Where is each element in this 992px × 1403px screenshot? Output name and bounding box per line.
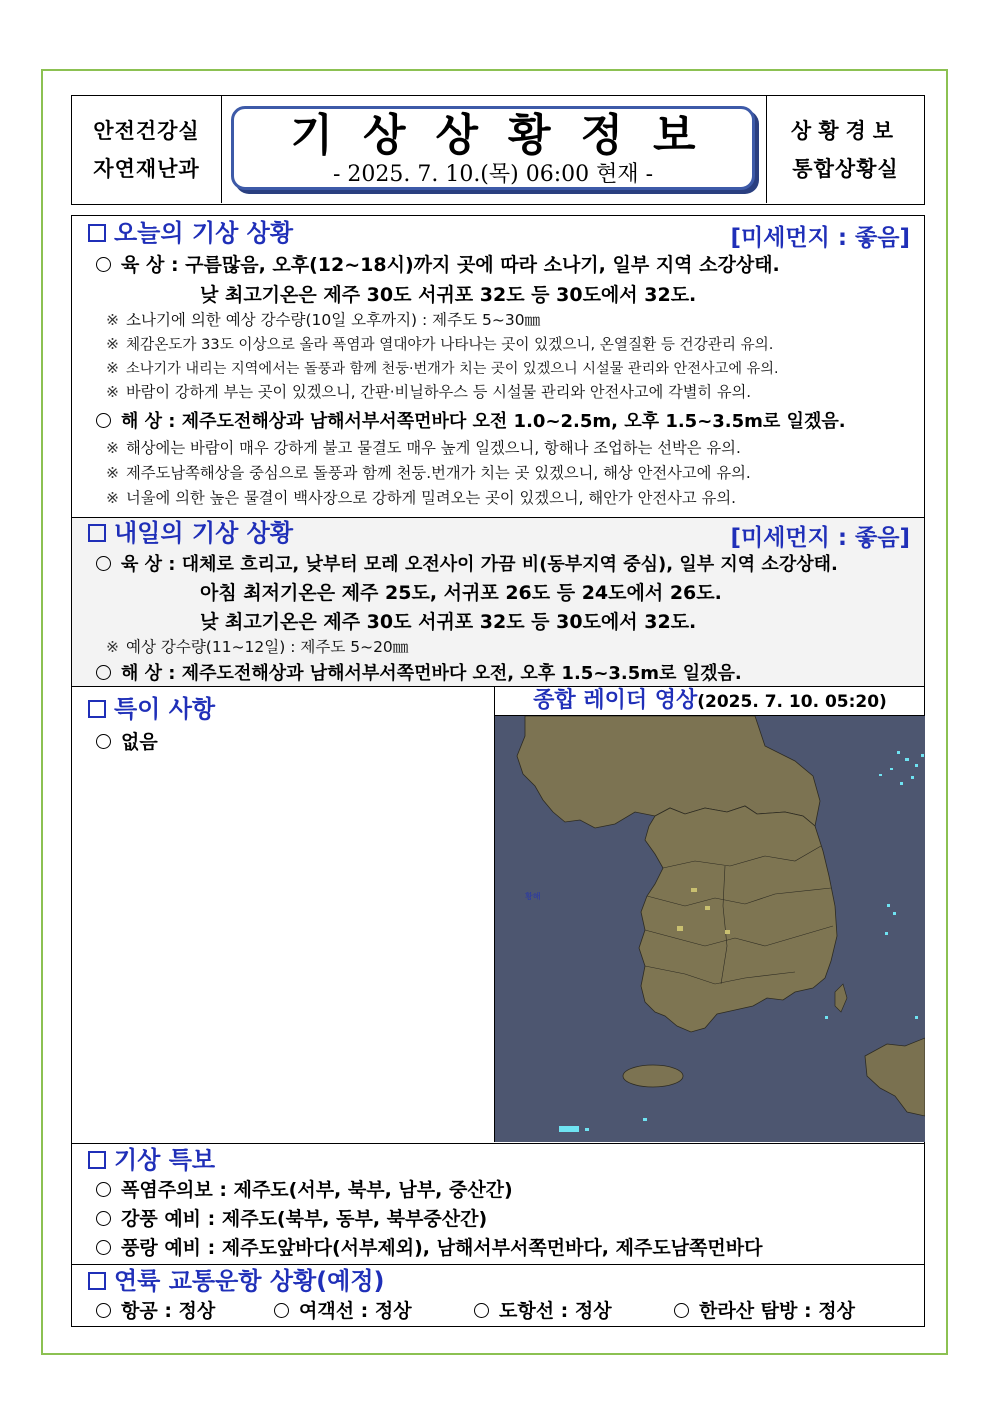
tomorrow-sea-text: 해 상 : 제주도전해상과 남해서부서쪽먼바다 오전, 오후 1.5~3.5m로 일겠음. (121, 663, 742, 684)
tomorrow-land-text: 육 상 : 대체로 흐리고, 낮부터 모레 오전사이 가끔 비(동부지역 중심), 일부 지역 소강상태. (121, 554, 838, 575)
circle-bullet-icon (96, 257, 111, 272)
document-title: 기상상황정보 (290, 110, 726, 161)
asterisk-icon: ※ (106, 439, 119, 457)
traffic-item-air (96, 1299, 215, 1323)
today-sea-note-text: 해상에는 바람이 매우 강하게 불고 물결도 매우 높게 일겠으니, 항해나 조업하는 선박은 유의. (126, 439, 741, 457)
checkbox-icon (88, 1151, 106, 1169)
department-cell (72, 96, 222, 203)
warning-item (96, 1236, 762, 1260)
special-item-text: 없음 (121, 731, 158, 753)
today-note (106, 309, 540, 331)
radar-map-svg (495, 716, 925, 1142)
today-sea-note-text: 너울에 의한 높은 물결이 백사장으로 강하게 밀려오는 곳이 있겠으니, 해안가 안전사고 유의. (126, 489, 736, 507)
traffic-heading (88, 1267, 385, 1295)
circle-bullet-icon (674, 1303, 689, 1318)
today-note-text: 소나기가 내리는 지역에서는 돌풍과 함께 천둥·번개가 치는 곳이 있겠으니 시설물 관리와 안전사고에 유의. (126, 361, 779, 377)
tomorrow-note (106, 636, 408, 658)
today-note (106, 357, 778, 380)
checkbox-icon (88, 224, 106, 242)
today-heading-text: 오늘의 기상 상황 (114, 219, 293, 247)
warning-heading (88, 1146, 215, 1174)
circle-bullet-icon (96, 1303, 111, 1318)
today-heading (88, 219, 293, 247)
department-line1: 안전건강실 (93, 118, 200, 143)
special-notes-section (71, 686, 925, 1144)
tomorrow-dust-status: [미세먼지 : 좋음] (730, 525, 910, 551)
today-note (106, 381, 751, 403)
warning-heading-text: 기상 특보 (114, 1146, 216, 1174)
radar-title-text: 종합 레이더 영상 (533, 688, 698, 713)
circle-bullet-icon (96, 1211, 111, 1226)
traffic-status-section (71, 1264, 925, 1327)
traffic-item-island-ferry (474, 1299, 612, 1323)
warning-item (96, 1207, 487, 1231)
today-sea-note (106, 462, 751, 484)
checkbox-icon (88, 700, 106, 718)
warning-item-text: 강풍 예비 : 제주도(북부, 동부, 북부중산간) (121, 1208, 488, 1230)
asterisk-icon: ※ (106, 359, 119, 377)
asterisk-icon: ※ (106, 335, 119, 353)
today-note (106, 333, 773, 356)
document-header (71, 95, 925, 205)
tomorrow-land-max: 낮 최고기온은 제주 30도 서귀포 32도 등 30도에서 32도. (200, 611, 697, 633)
circle-bullet-icon (274, 1303, 289, 1318)
circle-bullet-icon (96, 1182, 111, 1197)
today-sea-text: 해 상 : 제주도전해상과 남해서부서쪽먼바다 오전 1.0~2.5m, 오후 1.5~3.5m로 일겠음. (121, 411, 846, 432)
traffic-item-hallasan (674, 1299, 855, 1323)
circle-bullet-icon (96, 1240, 111, 1255)
circle-bullet-icon (96, 556, 111, 571)
traffic-item-text: 한라산 탐방 : 정상 (699, 1300, 855, 1322)
asterisk-icon: ※ (106, 464, 119, 482)
radar-image[interactable] (495, 716, 925, 1142)
office-line1: 상황경보 (790, 118, 901, 143)
department-line2: 자연재난과 (93, 156, 200, 181)
asterisk-icon: ※ (106, 311, 119, 329)
tomorrow-sea-line (96, 661, 742, 686)
today-sea-note (106, 437, 741, 459)
special-item (96, 730, 158, 754)
asterisk-icon: ※ (106, 638, 119, 656)
today-dust-status: [미세먼지 : 좋음] (730, 225, 910, 251)
tomorrow-heading-text: 내일의 기상 상황 (114, 519, 293, 547)
warning-item (96, 1178, 513, 1202)
tomorrow-heading (88, 519, 293, 547)
today-note-text: 소나기에 의한 예상 강수량(10일 오후까지) : 제주도 5~30㎜ (126, 311, 541, 329)
today-sea-note-text: 제주도남쪽해상을 중심으로 돌풍과 함께 천둥.번개가 치는 곳 있겠으니, 해상 안전사고에 유의. (126, 464, 751, 482)
tomorrow-note-text: 예상 강수량(11~12일) : 제주도 5~20㎜ (126, 638, 409, 656)
asterisk-icon: ※ (106, 489, 119, 507)
today-land-line (96, 253, 780, 277)
radar-land-jeju (623, 1065, 683, 1087)
today-sea-line (96, 409, 846, 434)
today-land-text: 육 상 : 구름많음, 오후(12~18시)까지 곳에 따라 소나기, 일부 지역 소강상태. (121, 254, 780, 276)
title-box (231, 106, 755, 190)
today-land-temp: 낮 최고기온은 제주 30도 서귀포 32도 등 30도에서 32도. (200, 284, 697, 306)
today-note-text: 체감온도가 33도 이상으로 올라 폭염과 열대야가 나타나는 곳이 있겠으니, 온열질환 등 건강관리 유의. (126, 336, 774, 353)
today-note-text: 바람이 강하게 부는 곳이 있겠으니, 간판·비닐하우스 등 시설물 관리와 안전사고에 각별히 유의. (126, 383, 752, 401)
asterisk-icon: ※ (106, 383, 119, 401)
office-cell (766, 96, 924, 203)
radar-panel (494, 687, 924, 1142)
weather-warning-section (71, 1143, 925, 1265)
traffic-heading-text: 연륙 교통운항 상황(예정) (114, 1267, 385, 1295)
tomorrow-land-min: 아침 최저기온은 제주 25도, 서귀포 26도 등 24도에서 26도. (200, 582, 722, 604)
circle-bullet-icon (96, 734, 111, 749)
circle-bullet-icon (96, 665, 111, 680)
warning-item-text: 폭염주의보 : 제주도(서부, 북부, 남부, 중산간) (121, 1179, 513, 1201)
radar-sea-label: 황해 (525, 892, 541, 901)
tomorrow-weather-section (71, 517, 925, 687)
traffic-item-text: 항공 : 정상 (121, 1300, 216, 1322)
today-sea-note (106, 487, 736, 509)
checkbox-icon (88, 1272, 106, 1290)
document-date: - 2025. 7. 10.(목) 06:00 현재 - (332, 162, 654, 187)
traffic-item-ferry (274, 1299, 412, 1323)
radar-timestamp: (2025. 7. 10. 05:20) (697, 692, 887, 712)
special-heading-text: 특이 사항 (114, 695, 216, 723)
warning-item-text: 풍랑 예비 : 제주도앞바다(서부제외), 남해서부서쪽먼바다, 제주도남쪽먼바다 (121, 1237, 763, 1259)
tomorrow-land-line (96, 552, 838, 577)
traffic-item-text: 여객선 : 정상 (299, 1300, 412, 1322)
today-weather-section (71, 215, 925, 518)
circle-bullet-icon (96, 413, 111, 428)
radar-title (495, 687, 925, 716)
traffic-item-text: 도항선 : 정상 (499, 1300, 612, 1322)
circle-bullet-icon (474, 1303, 489, 1318)
office-line2: 통합상황실 (792, 156, 899, 181)
checkbox-icon (88, 524, 106, 542)
special-heading (88, 695, 215, 723)
